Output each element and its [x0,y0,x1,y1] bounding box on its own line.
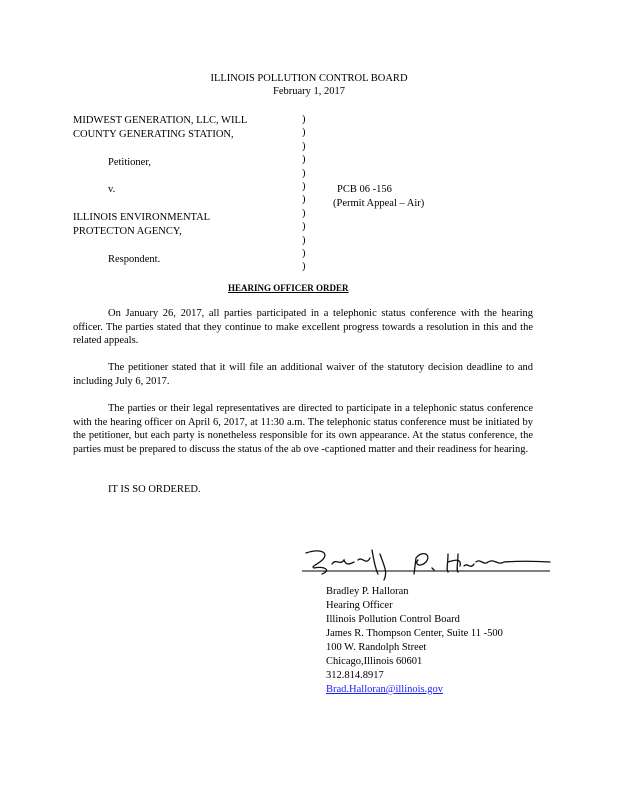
signer-title: Hearing Officer [326,600,393,611]
signer-address-line-2: 100 W. Randolph Street [326,642,427,653]
signer-agency: Illinois Pollution Control Board [326,614,460,625]
caption-paren: ) [302,261,306,273]
caption-paren: ) [302,140,306,152]
petitioner-name-line-1: MIDWEST GENERATION, LLC, WILL [73,115,248,126]
petitioner-role: Petitioner, [108,157,152,168]
caption-paren: ) [302,127,306,139]
signer-name: Bradley P. Halloran [326,586,409,597]
caption-parentheses [302,113,306,274]
case-number: PCB 06 -156 [337,184,392,195]
caption-paren: ) [302,180,306,192]
signer-address-line-1: James R. Thompson Center, Suite 11 -500 [326,628,503,639]
caption-paren: ) [302,221,306,233]
signer-email-link[interactable]: Brad.Halloran@illinois.gov [326,684,443,695]
paragraph-waiver: The petitioner stated that it will file an additional waiver of the statutory decision deadline to and including July 6, 2017. [73,362,533,387]
caption-paren: ) [302,194,306,206]
caption-paren: ) [302,234,306,246]
caption-paren: ) [302,114,306,125]
respondent-name-line-1: ILLINOIS ENVIRONMENTAL [73,212,211,223]
caption-paren: ) [302,154,306,166]
agency-heading: ILLINOIS POLLUTION CONTROL BOARD [210,73,408,84]
handwritten-signature [298,544,556,584]
order-title: HEARING OFFICER ORDER [228,283,349,293]
caption-paren: ) [302,207,306,219]
caption-paren: ) [302,247,306,259]
signature-block [326,585,503,697]
respondent-role: Respondent. [108,254,161,265]
signer-city: Chicago,Illinois 60601 [326,656,423,667]
paragraph-status-conference: On January 26, 2017, all parties participated in a telephonic status conference with the hearing officer. The parties stated that they continue to make excellent progress towards a resolution in this and the related appeals. [73,308,533,346]
petitioner-name-line-2: COUNTY GENERATING STATION, [73,129,234,140]
paragraph-directions: The parties or their legal representatives are directed to participate in a telephonic status conference with the hearing officer on April 6, 2017, at 11:30 a.m. The telephonic status conference must be initiated by the petitioner, but each party is nonetheless responsible for its own appearance. At the status conference, the parties must be prepared to discuss the status of the ab ove -captioned matter and their readiness for hearing. [73,403,533,455]
paragraph-so-ordered: IT IS SO ORDERED. [108,484,201,495]
signer-phone: 312.814.8917 [326,670,384,681]
order-date: February 1, 2017 [272,86,346,97]
caption-paren: ) [302,167,306,179]
respondent-name-line-2: PROTECTON AGENCY, [73,226,182,237]
case-type: (Permit Appeal – Air) [333,198,425,209]
versus-label: v. [108,184,116,195]
